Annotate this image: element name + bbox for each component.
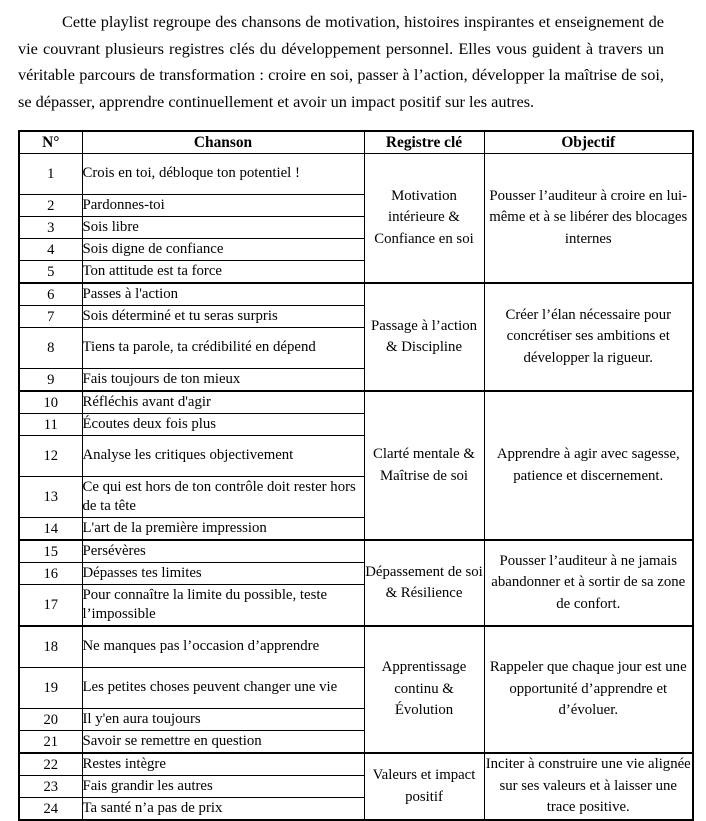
cell-objective: Inciter à construire une vie alignée sur ses valeurs et à laisser une trace positive. (484, 753, 693, 820)
cell-song-title: Sois libre (82, 217, 364, 239)
cell-number: 13 (19, 477, 82, 518)
table-row (19, 154, 693, 195)
cell-number: 12 (19, 436, 82, 477)
cell-song-title: Dépasses tes limites (82, 563, 364, 585)
table-row (19, 753, 693, 776)
cell-number: 8 (19, 328, 82, 369)
table-row (19, 540, 693, 563)
cell-song-title: Savoir se remettre en question (82, 731, 364, 754)
cell-number: 7 (19, 306, 82, 328)
cell-song-title: Persévères (82, 540, 364, 563)
cell-song-title: Ta santé n’a pas de prix (82, 798, 364, 821)
cell-register: Passage à l’action & Discipline (364, 283, 484, 391)
cell-song-title: Sois digne de confiance (82, 239, 364, 261)
cell-objective: Pousser l’auditeur à croire en lui-même et à se libérer des blocages internes (484, 154, 693, 284)
cell-song-title: Fais grandir les autres (82, 776, 364, 798)
cell-number: 9 (19, 369, 82, 392)
cell-number: 21 (19, 731, 82, 754)
cell-number: 6 (19, 283, 82, 306)
cell-number: 16 (19, 563, 82, 585)
cell-number: 23 (19, 776, 82, 798)
cell-song-title: Il y'en aura toujours (82, 709, 364, 731)
cell-song-title: Les petites choses peuvent changer une vie (82, 668, 364, 709)
cell-number: 17 (19, 585, 82, 627)
cell-song-title: Pardonnes-toi (82, 195, 364, 217)
cell-number: 10 (19, 391, 82, 414)
cell-number: 3 (19, 217, 82, 239)
cell-song-title: Tiens ta parole, ta crédibilité en dépend (82, 328, 364, 369)
column-header-song: Chanson (82, 131, 364, 154)
column-header-objective: Objectif (484, 131, 693, 154)
cell-register: Motivation intérieure & Confiance en soi (364, 154, 484, 284)
cell-song-title: Restes intègre (82, 753, 364, 776)
table-row (19, 626, 693, 668)
cell-number: 2 (19, 195, 82, 217)
playlist-table (18, 130, 694, 821)
cell-number: 14 (19, 518, 82, 541)
cell-song-title: Fais toujours de ton mieux (82, 369, 364, 392)
cell-number: 19 (19, 668, 82, 709)
cell-number: 24 (19, 798, 82, 821)
cell-song-title: Analyse les critiques objectivement (82, 436, 364, 477)
cell-song-title: Sois déterminé et tu seras surpris (82, 306, 364, 328)
cell-song-title: L'art de la première impression (82, 518, 364, 541)
cell-song-title: Ce qui est hors de ton contrôle doit rester hors de ta tête (82, 477, 364, 518)
cell-register: Dépassement de soi & Résilience (364, 540, 484, 626)
cell-song-title: Écoutes deux fois plus (82, 414, 364, 436)
cell-song-title: Crois en toi, débloque ton potentiel ! (82, 154, 364, 195)
column-header-number: N° (19, 131, 82, 154)
cell-number: 4 (19, 239, 82, 261)
table-header-row (19, 131, 693, 154)
table-body (19, 154, 693, 821)
cell-objective: Apprendre à agir avec sagesse, patience et discernement. (484, 391, 693, 540)
cell-number: 5 (19, 261, 82, 284)
intro-paragraph: Cette playlist regroupe des chansons de motivation, histoires inspirantes et enseignement de vie couvrant plusieurs registres clés du développement personnel. Elles vous guident à travers un véritable parcours de transformation : croire en soi, passer à l’action, développer la maîtrise de soi, se dépasser, apprendre continuellement et avoir un impact positif sur les autres. (18, 12, 664, 111)
table-row (19, 391, 693, 414)
cell-song-title: Passes à l'action (82, 283, 364, 306)
table-header (19, 131, 693, 154)
cell-number: 1 (19, 154, 82, 195)
cell-number: 20 (19, 709, 82, 731)
cell-song-title: Pour connaître la limite du possible, teste l’impossible (82, 585, 364, 627)
cell-register: Valeurs et impact positif (364, 753, 484, 820)
column-header-register: Registre clé (364, 131, 484, 154)
table-row (19, 283, 693, 306)
cell-number: 18 (19, 626, 82, 668)
cell-register: Clarté mentale & Maîtrise de soi (364, 391, 484, 540)
cell-register: Apprentissage continu & Évolution (364, 626, 484, 753)
cell-song-title: Ne manques pas l’occasion d’apprendre (82, 626, 364, 668)
cell-objective: Pousser l’auditeur à ne jamais abandonner et à sortir de sa zone de confort. (484, 540, 693, 626)
cell-song-title: Réfléchis avant d'agir (82, 391, 364, 414)
cell-number: 11 (19, 414, 82, 436)
cell-objective: Créer l’élan nécessaire pour concrétiser ses ambitions et développer la rigueur. (484, 283, 693, 391)
cell-objective: Rappeler que chaque jour est une opportunité d’apprendre et d’évoluer. (484, 626, 693, 753)
cell-number: 15 (19, 540, 82, 563)
cell-song-title: Ton attitude est ta force (82, 261, 364, 284)
cell-number: 22 (19, 753, 82, 776)
